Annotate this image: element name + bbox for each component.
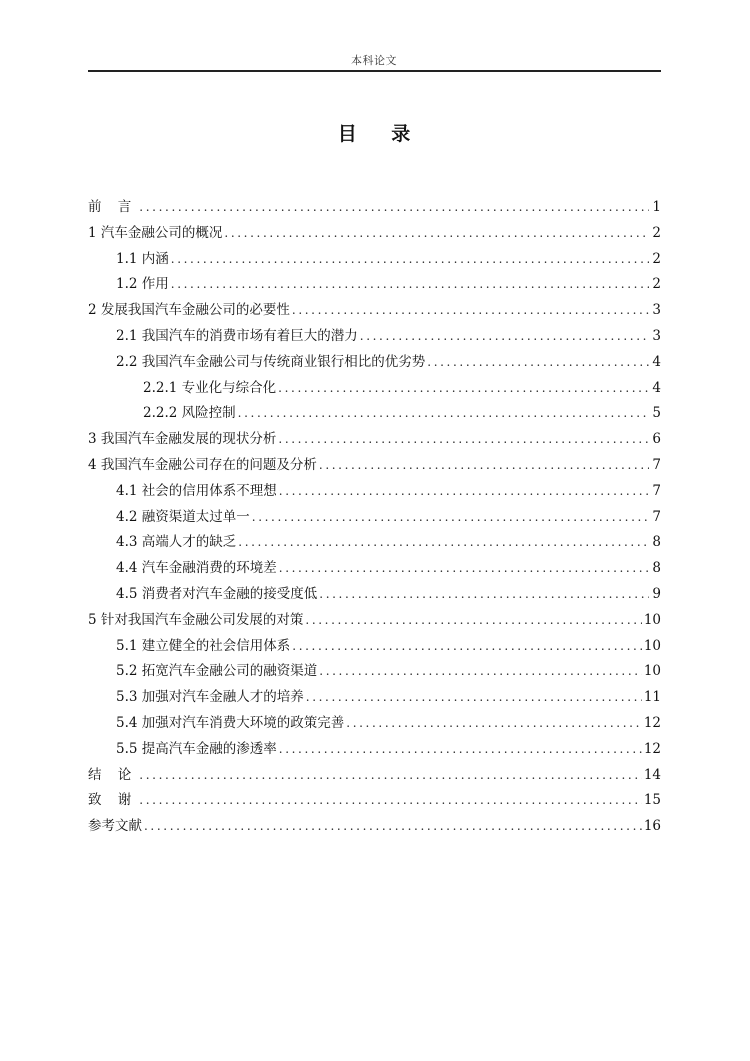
toc-entry-page: 10 [643,611,661,628]
toc-entry[interactable] [88,711,661,737]
toc-entry[interactable] [88,427,661,453]
toc-dot-leader [319,664,642,678]
toc-entry-label: 4.5 消费者对汽车金融的接受度低 [116,585,318,602]
toc-entry[interactable] [88,659,661,685]
toc-entry-page: 8 [652,560,661,577]
toc-dot-leader [224,226,649,240]
toc-entry-label: 2.2.1 专业化与综合化 [143,379,277,396]
toc-entry-page: 11 [643,689,661,706]
toc-entry-label: 2.2 我国汽车金融公司与传统商业银行相比的优劣势 [116,353,426,370]
toc-entry-page: 3 [652,327,661,344]
toc-entry-label: 1.1 内涵 [116,250,169,267]
toc-dot-leader [306,690,642,704]
toc-entry-label: 4 我国汽车金融公司存在的问题及分析 [88,456,317,473]
toc-entry[interactable] [88,401,661,427]
toc-dot-leader [278,381,649,395]
toc-dot-leader [279,561,649,575]
toc-dot-leader [279,742,642,756]
toc-dot-leader [278,432,649,446]
toc-entry[interactable] [88,788,661,814]
toc-entry-label: 5.3 加强对汽车金融人才的培养 [116,689,304,706]
toc-entry-page: 7 [652,508,661,525]
table-of-contents [88,195,661,840]
header-rule [88,70,661,72]
toc-dot-leader [139,793,642,807]
toc-entry-page: 9 [652,585,661,602]
toc-entry[interactable] [88,737,661,763]
toc-entry-page: 7 [652,456,661,473]
toc-entry-page: 15 [643,792,661,809]
toc-entry-page: 12 [643,714,661,731]
toc-dot-leader [346,716,642,730]
toc-entry[interactable] [88,376,661,402]
toc-entry-page: 14 [643,766,661,783]
toc-entry[interactable] [88,298,661,324]
toc-entry-page: 7 [652,482,661,499]
toc-dot-leader [139,200,649,214]
toc-entry[interactable] [88,685,661,711]
toc-entry-label: 5.2 拓宽汽车金融公司的融资渠道 [116,663,318,680]
toc-entry-label: 结 论 [88,766,138,783]
toc-entry[interactable] [88,247,661,273]
toc-entry-label: 5.5 提高汽车金融的渗透率 [116,740,277,757]
toc-entry-label: 4.4 汽车金融消费的环境差 [116,560,277,577]
toc-entry-label: 前 言 [88,199,138,215]
toc-entry-label: 2.2.2 风险控制 [143,405,236,422]
toc-entry-label: 4.1 社会的信用体系不理想 [116,482,277,499]
toc-dot-leader [360,329,649,343]
toc-entry-page: 4 [652,353,661,370]
toc-entry[interactable] [88,350,661,376]
toc-entry-page: 3 [652,302,661,319]
toc-entry-page: 1 [652,199,661,215]
toc-entry[interactable] [88,556,661,582]
toc-dot-leader [144,819,642,833]
toc-entry[interactable] [88,814,661,840]
toc-title: 目 录 [337,123,425,145]
toc-entry-label: 5 针对我国汽车金融公司发展的对策 [88,611,304,628]
toc-entry-page: 12 [643,740,661,757]
toc-entry-label: 5.4 加强对汽车消费大环境的政策完善 [116,714,345,731]
toc-entry[interactable] [88,195,661,221]
toc-dot-leader [171,252,649,266]
toc-entry-page: 8 [652,534,661,551]
toc-dot-leader [292,639,642,653]
toc-entry[interactable] [88,763,661,789]
toc-entry-label: 2.1 我国汽车的消费市场有着巨大的潜力 [116,327,358,344]
toc-entry-label: 3 我国汽车金融发展的现状分析 [88,431,277,448]
toc-entry-label: 2 发展我国汽车金融公司的必要性 [88,302,290,319]
toc-entry-page: 2 [652,224,661,241]
toc-entry[interactable] [88,479,661,505]
toc-entry-page: 2 [652,276,661,293]
toc-dot-leader [305,613,641,627]
running-header: 本科论文 [351,54,397,67]
toc-dot-leader [319,587,649,601]
toc-dot-leader [319,458,649,472]
toc-entry[interactable] [88,221,661,247]
toc-entry-page: 10 [643,637,661,654]
toc-dot-leader [171,277,649,291]
toc-dot-leader [279,484,649,498]
toc-entry-page: 16 [643,818,661,835]
toc-dot-leader [292,303,649,317]
toc-entry[interactable] [88,582,661,608]
toc-entry-label: 致 谢 [88,792,138,809]
toc-entry-page: 10 [643,663,661,680]
toc-entry[interactable] [88,272,661,298]
toc-entry-page: 4 [652,379,661,396]
toc-entry-label: 参考文献 [88,818,142,835]
toc-dot-leader [238,535,649,549]
toc-entry[interactable] [88,505,661,531]
toc-entry[interactable] [88,530,661,556]
toc-entry-page: 2 [652,250,661,267]
toc-entry[interactable] [88,453,661,479]
toc-dot-leader [238,406,649,420]
toc-dot-leader [139,768,642,782]
toc-dot-leader [252,510,649,524]
toc-entry-label: 4.2 融资渠道太过单一 [116,508,250,525]
toc-entry[interactable] [88,324,661,350]
toc-entry-label: 1.2 作用 [116,276,169,293]
toc-dot-leader [427,355,649,369]
toc-entry-page: 5 [652,405,661,422]
toc-entry-page: 6 [652,431,661,448]
toc-entry[interactable] [88,608,661,634]
toc-entry-label: 5.1 建立健全的社会信用体系 [116,637,291,654]
toc-entry-label: 1 汽车金融公司的概况 [88,224,223,241]
toc-entry[interactable] [88,634,661,660]
toc-entry-label: 4.3 高端人才的缺乏 [116,534,237,551]
